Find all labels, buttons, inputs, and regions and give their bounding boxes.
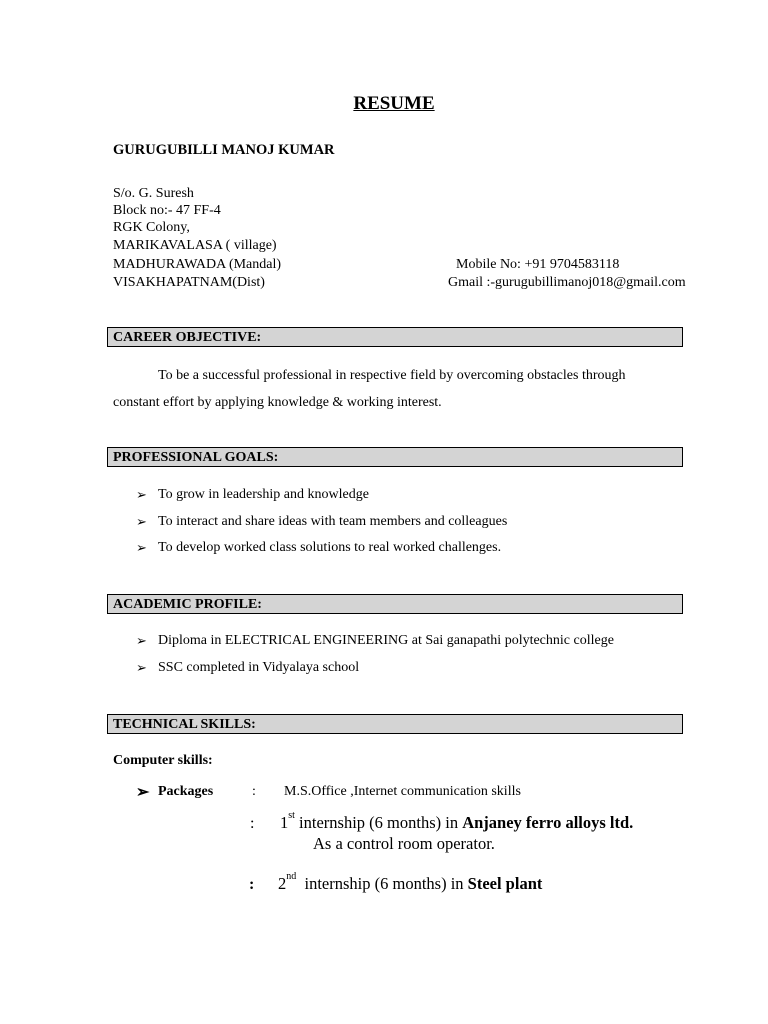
internship-1-role: As a control room operator. <box>313 834 495 853</box>
address-line-6: VISAKHAPATNAM(Dist) <box>113 275 265 290</box>
section-academic-profile: ACADEMIC PROFILE: <box>107 594 683 614</box>
section-career-objective: CAREER OBJECTIVE: <box>107 327 683 347</box>
packages-colon: : <box>252 784 256 799</box>
page-title: RESUME <box>353 93 435 114</box>
section-professional-goals: PROFESSIONAL GOALS: <box>107 447 683 467</box>
address-line-1: S/o. G. Suresh <box>113 186 194 201</box>
arrow-bullet-icon: ➢ <box>136 514 147 529</box>
list-item: ➢ To grow in leadership and knowledge <box>136 487 369 502</box>
arrow-bullet-icon: ➢ <box>136 660 147 675</box>
candidate-name: GURUGUBILLI MANOJ KUMAR <box>113 142 335 158</box>
career-objective-line-1: To be a successful professional in respective field by overcoming obstacles through <box>158 368 626 383</box>
computer-skills-label: Computer skills: <box>113 753 213 768</box>
list-item: ➢ SSC completed in Vidyalaya school <box>136 660 360 675</box>
mobile-number: Mobile No: +91 9704583118 <box>456 257 620 272</box>
career-objective-line-2: constant effort by applying knowledge & working interest. <box>113 395 442 410</box>
list-item: ➢ Diploma in ELECTRICAL ENGINEERING at Sai ganapathi polytechnic college <box>136 633 614 648</box>
packages-value: M.S.Office ,Internet communication skills <box>284 784 521 799</box>
address-line-2: Block no:- 47 FF-4 <box>113 203 221 218</box>
internship-2-colon: : <box>249 876 255 893</box>
list-item: ➢ To develop worked class solutions to real worked challenges. <box>136 540 502 555</box>
address-line-5: MADHURAWADA (Mandal) <box>113 257 282 272</box>
section-technical-skills: TECHNICAL SKILLS: <box>107 714 683 734</box>
packages-label: Packages <box>158 784 214 799</box>
arrow-bullet-icon: ➢ <box>136 633 147 648</box>
arrow-bullet-icon: ➢ <box>136 540 147 555</box>
internship-1: 1st internship (6 months) in Anjaney ferro alloys ltd. <box>280 810 634 832</box>
packages-row <box>136 782 213 802</box>
arrow-bullet-icon: ➢ <box>136 784 150 801</box>
address-line-3: RGK Colony, <box>113 220 190 235</box>
list-item: ➢ To interact and share ideas with team members and colleagues <box>136 514 508 529</box>
gmail-address: Gmail :-gurugubillimanoj018@gmail.com <box>448 275 686 290</box>
internship-1-colon: : <box>250 815 255 832</box>
arrow-bullet-icon: ➢ <box>136 487 147 502</box>
address-line-4: MARIKAVALASA ( village) <box>113 238 277 253</box>
internship-2: 2nd internship (6 months) in Steel plant <box>278 871 543 893</box>
